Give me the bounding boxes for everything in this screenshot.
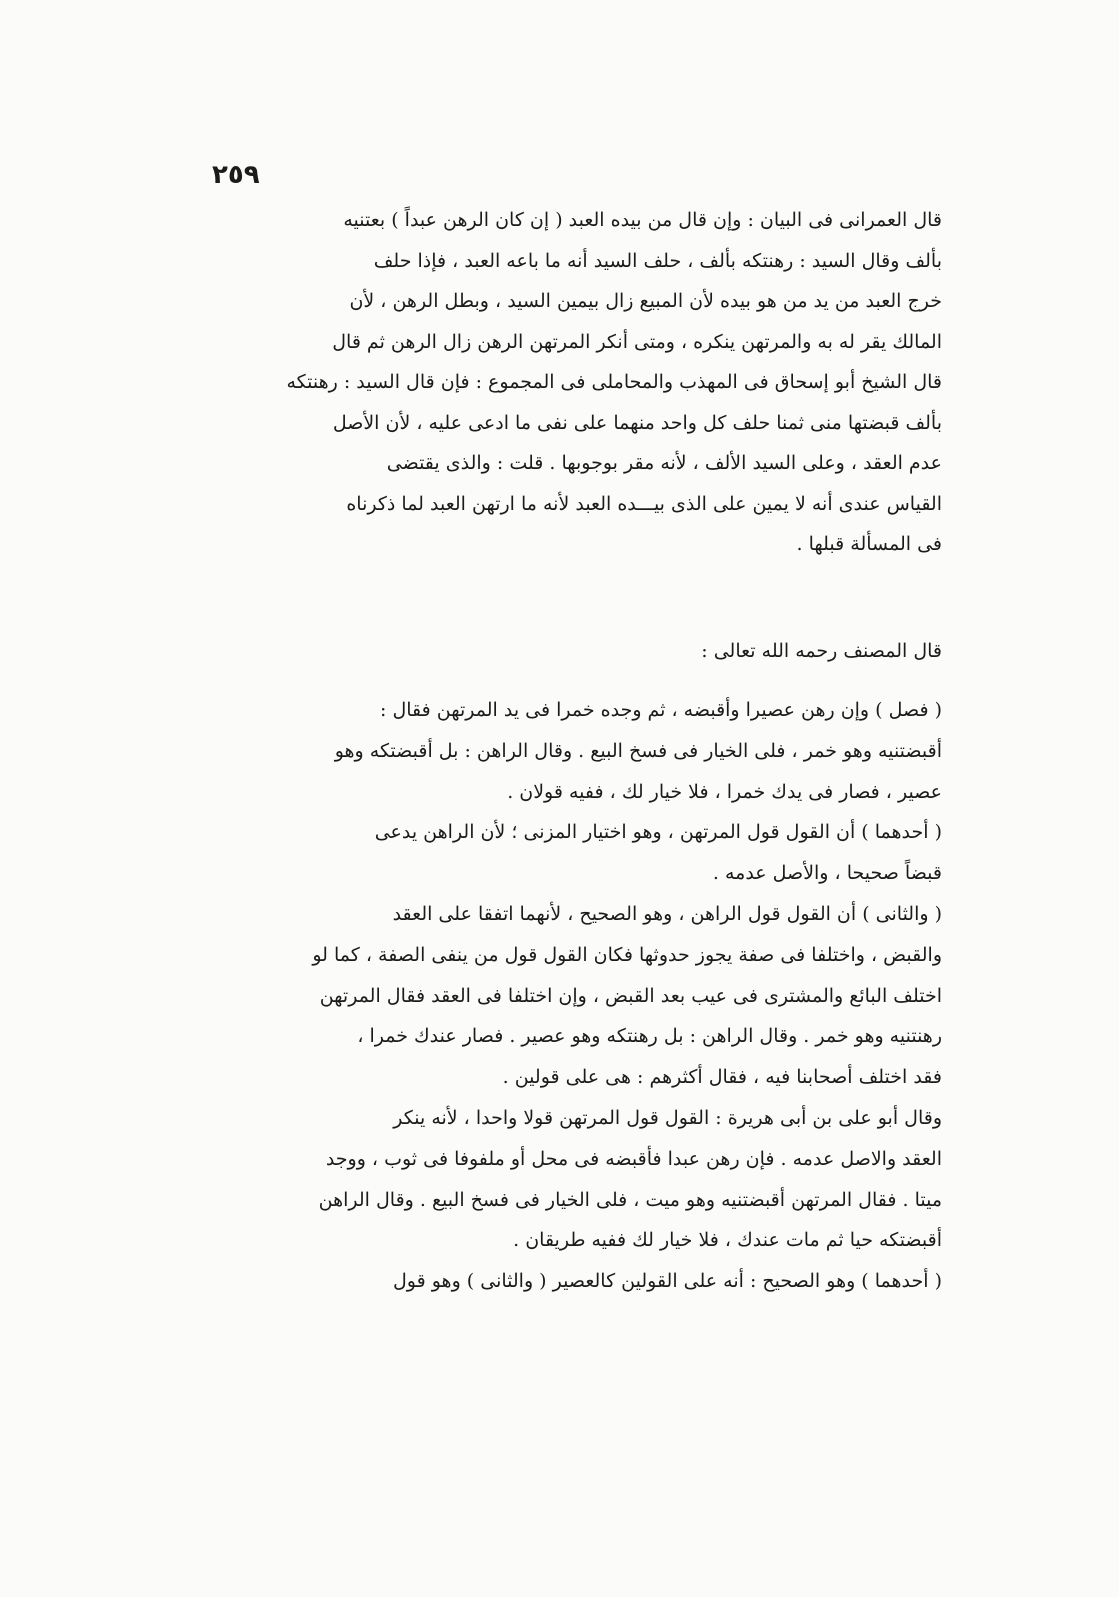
text-line: القياس عندى أنه لا يمين على الذى بيـــده العبد لأنه ما ارتهن العبد لما ذكرناه bbox=[346, 492, 942, 515]
text-line: قال الشيخ أبو إسحاق فى المهذب والمحاملى فى المجموع : فإن قال السيد : رهنتكه bbox=[286, 371, 942, 393]
section-heading: قال المصنف رحمه الله تعالى : bbox=[701, 640, 942, 662]
text-line: قبضاً صحيحا ، والأصل عدمه . bbox=[712, 862, 942, 885]
text-line: أقبضتكه حيا ثم مات عندك ، فلا خيار لك ففيه طريقان . bbox=[513, 1229, 942, 1252]
text-line: ( فصل ) وإن رهن عصيرا وأقبضه ، ثم وجده خمرا فى يد المرتهن فقال : bbox=[380, 699, 942, 721]
text-line: أقبضتنيه وهو خمر ، فلى الخيار فى فسخ البيع . وقال الراهن : بل أقبضتكه وهو bbox=[334, 739, 942, 762]
text-line: العقد والاصل عدمه . فإن رهن عبدا فأقبضه فى محل أو ملفوفا فى ثوب ، ووجد bbox=[325, 1147, 942, 1170]
text-line: بألف قبضتها منى ثمنا حلف كل واحد منهما على نفى ما ادعى عليه ، لأن الأصل bbox=[332, 411, 942, 434]
text-line: ( أحدهما ) أن القول قول المرتهن ، وهو اختيار المزنى ؛ لأن الراهن يدعى bbox=[374, 821, 942, 844]
text-line: رهنتنيه وهو خمر . وقال الراهن : بل رهنتكه وهو عصير . فصار عندك خمرا ، bbox=[357, 1025, 942, 1048]
text-line: ( والثانى ) أن القول قول الراهن ، وهو الصحيح ، لأنهما اتفقا على العقد bbox=[392, 902, 942, 925]
commentary-block bbox=[182, 200, 942, 565]
text-line: عدم العقد ، وعلى السيد الألف ، لأنه مقر بوجوبها . قلت : والذى يقتضى bbox=[386, 452, 942, 474]
text-line: فى المسألة قبلها . bbox=[796, 533, 942, 555]
text-line: ميتا . فقال المرتهن أقبضتنيه وهو ميت ، فلى الخيار فى فسخ البيع . وقال الراهن bbox=[318, 1188, 942, 1211]
text-line: المالك يقر له به والمرتهن ينكره ، ومتى أنكر المرتهن الرهن زال الرهن ثم قال bbox=[332, 330, 942, 353]
text-line: فقد اختلف أصحابنا فيه ، فقال أكثرهم : هى على قولين . bbox=[502, 1066, 942, 1089]
text-line: عصير ، فصار فى يدك خمرا ، فلا خيار لك ، ففيه قولان . bbox=[507, 780, 942, 803]
text-line: خرج العبد من يد من هو بيده لأن المبيع زال بيمين السيد ، وبطل الرهن ، لأن bbox=[349, 290, 942, 312]
text-line: اختلف البائع والمشترى فى عيب بعد القبض ، وإن اختلفا فى العقد فقال المرتهن bbox=[319, 984, 942, 1007]
text-line: ( أحدهما ) وهو الصحيح : أنه على القولين كالعصير ( والثانى ) وهو قول bbox=[393, 1270, 942, 1293]
text-line: بألف وقال السيد : رهنتكه بألف ، حلف السيد أنه ما باعه العبد ، فإذا حلف bbox=[373, 249, 942, 272]
main-text-block bbox=[182, 690, 942, 1302]
text-line: والقبض ، واختلفا فى صفة يجوز حدوثها فكان القول قول من ينفى الصفة ، كما لو bbox=[312, 943, 942, 966]
text-line: وقال أبو على بن أبى هريرة : القول قول المرتهن قولا واحدا ، لأنه ينكر bbox=[393, 1106, 942, 1129]
text-line: قال العمرانى فى البيان : وإن قال من بيده العبد ( إن كان الرهن عبداً ) بعتنيه bbox=[343, 209, 942, 231]
page-number: ٢٥٩ bbox=[212, 160, 260, 190]
